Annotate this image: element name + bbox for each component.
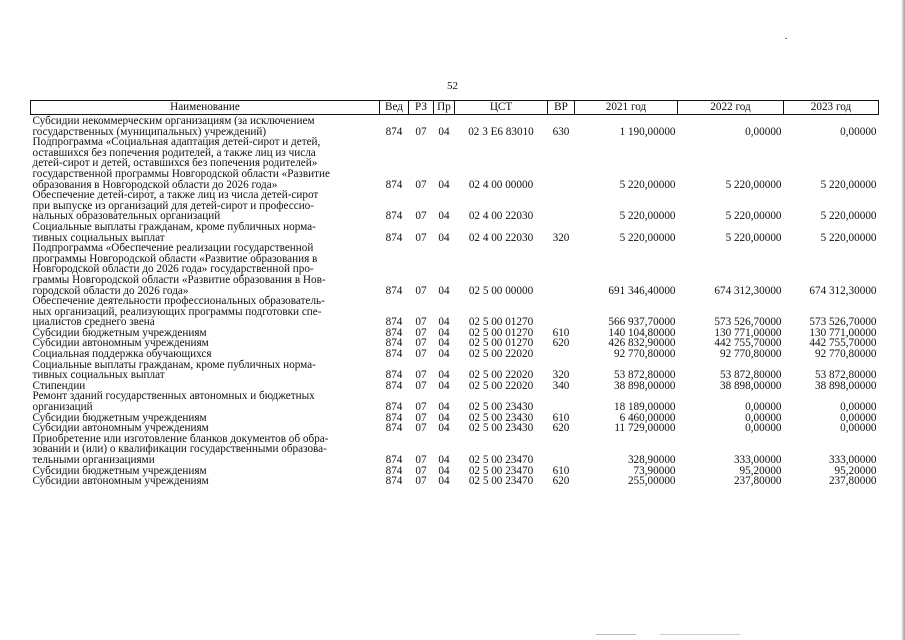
cell-ved: 874 xyxy=(385,401,403,414)
cell-2023: 442 755,70000 xyxy=(809,337,877,350)
cell-ved: 874 xyxy=(385,178,403,191)
cell-vr: 620 xyxy=(552,475,570,488)
cell-2021: 566 937,70000 xyxy=(608,316,676,329)
cell-ved: 874 xyxy=(385,348,403,361)
cell-2021: 691 346,40000 xyxy=(608,284,676,297)
cell-2021: 5 220,00000 xyxy=(619,231,676,244)
cell-2022: 573 526,70000 xyxy=(714,316,782,329)
name-line: Субсидии бюджетным учреждениям xyxy=(32,464,207,477)
table-row xyxy=(31,137,879,190)
cell-2021: 73,90000 xyxy=(633,464,676,477)
table-row xyxy=(31,190,879,222)
cell-cst: 02 5 00 22020 xyxy=(468,379,534,392)
cell-2021: 5 220,00000 xyxy=(619,178,676,191)
cell-2021: 6 460,00000 xyxy=(619,411,676,424)
name-line: циалистов среднего звена xyxy=(32,316,155,329)
cell-vr: 620 xyxy=(552,337,570,350)
cell-cst: 02 4 00 00000 xyxy=(468,178,534,191)
cell-2022: 5 220,00000 xyxy=(725,231,782,244)
scan-speck xyxy=(596,634,636,635)
cell-vr xyxy=(548,296,575,328)
cell-2021: 140 104,80000 xyxy=(608,326,676,339)
table-row xyxy=(31,476,879,487)
cell-pr: 04 xyxy=(438,422,450,435)
cell-2023: 0,00000 xyxy=(840,411,877,424)
cell-2022: 442 755,70000 xyxy=(714,337,782,350)
cell-rz: 07 xyxy=(415,454,427,466)
name-line: Социальные выплаты гражданам, кроме публичных норма- xyxy=(32,220,316,233)
cell-name xyxy=(31,115,380,138)
cell-cst: 02 5 00 22020 xyxy=(468,369,534,382)
cell-pr: 04 xyxy=(438,475,450,488)
cell-ved: 874 xyxy=(385,231,403,244)
cell-2023: 0,00000 xyxy=(840,125,877,138)
cell-cst: 02 4 00 22030 xyxy=(468,231,534,244)
cell-ved: 874 xyxy=(385,422,403,435)
cell-rz: 07 xyxy=(415,284,427,297)
cell-vr xyxy=(548,349,575,360)
cell-2023: 5 220,00000 xyxy=(820,178,877,191)
cell-2022: 38 898,00000 xyxy=(719,379,782,392)
name-line: при выпуске из организаций для детей-сирот и профессио- xyxy=(32,199,315,212)
cell-name xyxy=(31,243,380,296)
cell-2022: 130 771,00000 xyxy=(714,326,782,339)
cell-2022: 0,00000 xyxy=(745,422,782,435)
cell-pr: 04 xyxy=(438,348,450,361)
cell-2021: 92 770,80000 xyxy=(613,348,676,361)
cell-2021: 255,00000 xyxy=(627,475,676,488)
scan-speck xyxy=(785,38,787,39)
name-line: Социальная поддержка обучающихся xyxy=(32,348,212,361)
cell-vr: 320 xyxy=(552,231,570,244)
name-line: Подпрограмма «Социальная адаптация детей-сирот и детей, xyxy=(32,136,321,149)
name-line: Субсидии автономным учреждениям xyxy=(32,422,209,435)
cell-2022: 674 312,30000 xyxy=(714,284,782,297)
cell-2021: 11 729,00000 xyxy=(614,422,676,435)
header-2023: 2023 год xyxy=(784,101,879,115)
cell-2023: 53 872,80000 xyxy=(814,369,877,382)
table-row xyxy=(31,360,879,381)
cell-vr xyxy=(548,434,575,466)
name-line: Подпрограмма «Обеспечение реализации государственной xyxy=(32,242,314,255)
name-line: организаций xyxy=(32,401,93,414)
cell-ved: 874 xyxy=(385,337,403,350)
name-line: Обеспечение детей-сирот, а также лиц из числа детей-сирот xyxy=(32,189,319,202)
cell-name xyxy=(31,137,380,190)
cell-rz: 07 xyxy=(415,178,427,191)
cell-vr: 610 xyxy=(552,326,570,339)
cell-ved: 874 xyxy=(385,379,403,392)
name-line: тивных социальных выплат xyxy=(32,231,165,244)
cell-ved: 874 xyxy=(385,125,403,138)
name-line: Обеспечение деятельности профессиональных образователь- xyxy=(32,295,325,308)
cell-rz: 07 xyxy=(415,464,427,477)
cell-2023: 5 220,00000 xyxy=(820,231,877,244)
cell-rz: 07 xyxy=(415,411,427,424)
cell-2023: 5 220,00000 xyxy=(820,210,877,223)
name-line: нальных образовательных организаций xyxy=(32,210,221,223)
cell-pr: 04 xyxy=(438,464,450,477)
cell-vr: 320 xyxy=(552,369,570,382)
header-2022: 2022 год xyxy=(678,101,784,115)
cell-2022: 5 220,00000 xyxy=(725,210,782,223)
header-rz: РЗ xyxy=(409,101,434,115)
cell-2023: 130 771,00000 xyxy=(809,326,877,339)
table-row xyxy=(31,222,879,243)
cell-pr: 04 xyxy=(438,284,450,297)
cell-rz: 07 xyxy=(415,401,427,414)
cell-2023: 95,20000 xyxy=(834,464,877,477)
cell-2021: 1 190,00000 xyxy=(619,125,676,138)
cell-2021: 328,90000 xyxy=(627,454,676,466)
name-line: Субсидии бюджетным учреждениям xyxy=(32,326,207,339)
name-line: образования в Новгородской области до 2026 года» xyxy=(32,178,278,191)
cell-2021: 18 189,00000 xyxy=(613,401,676,414)
cell-pr: 04 xyxy=(438,411,450,424)
cell-ved: 874 xyxy=(385,454,403,466)
cell-rz: 07 xyxy=(415,326,427,339)
cell-cst: 02 5 00 23470 xyxy=(468,464,534,477)
name-line: государственной программы Новгородской области «Развитие xyxy=(32,167,330,180)
name-line: городской области до 2026 года» xyxy=(32,284,189,297)
page-number: 52 xyxy=(447,80,458,92)
cell-cst: 02 5 00 23470 xyxy=(468,475,534,488)
cell-rz: 07 xyxy=(415,316,427,329)
header-cst: ЦСТ xyxy=(455,101,548,115)
cell-ved: 874 xyxy=(385,210,403,223)
header-ved: Вед xyxy=(380,101,409,115)
cell-vr xyxy=(548,391,575,412)
table-row xyxy=(31,296,879,328)
header-vr: ВР xyxy=(548,101,575,115)
cell-cst: 02 5 00 22020 xyxy=(468,348,534,361)
cell-rz: 07 xyxy=(415,125,427,138)
cell-pr: 04 xyxy=(438,125,450,138)
cell-2022: 0,00000 xyxy=(745,401,782,414)
cell-rz: 07 xyxy=(415,369,427,382)
cell-cst: 02 5 00 23430 xyxy=(468,401,534,414)
table-row xyxy=(31,391,879,412)
cell-vr: 340 xyxy=(552,379,570,392)
scan-edge-shadow xyxy=(901,0,905,640)
cell-2022: 237,80000 xyxy=(733,475,782,488)
cell-rz: 07 xyxy=(415,337,427,350)
cell-cst: 02 5 00 00000 xyxy=(468,284,534,297)
cell-cst: 02 4 00 22030 xyxy=(468,210,534,223)
cell-rz: 07 xyxy=(415,231,427,244)
name-line: оставшихся без попечения родителей, а также лиц из числа xyxy=(32,146,316,159)
cell-name xyxy=(31,222,380,243)
cell-ved: 874 xyxy=(385,326,403,339)
cell-2021: 53 872,80000 xyxy=(613,369,676,382)
table-header-row xyxy=(31,101,879,115)
cell-vr: 620 xyxy=(552,422,570,435)
cell-rz: 07 xyxy=(415,379,427,392)
cell-pr: 04 xyxy=(438,178,450,191)
table-body xyxy=(31,115,879,487)
cell-ved: 874 xyxy=(385,316,403,329)
cell-name xyxy=(31,434,380,466)
cell-name xyxy=(31,360,380,381)
name-line: Субсидии некоммерческим организациям (за исключением xyxy=(32,115,315,127)
name-line: Ремонт зданий государственных автономных и бюджетных xyxy=(32,390,315,403)
cell-2023: 674 312,30000 xyxy=(809,284,877,297)
header-name: Наименование xyxy=(31,101,380,115)
cell-2022: 0,00000 xyxy=(745,125,782,138)
name-line: тивных социальных выплат xyxy=(32,369,165,382)
cell-name xyxy=(31,476,380,487)
cell-pr: 04 xyxy=(438,210,450,223)
cell-2022: 0,00000 xyxy=(745,411,782,424)
name-line: ных организаций, реализующих программы подготовки спе- xyxy=(32,305,322,318)
cell-pr: 04 xyxy=(438,369,450,382)
table-row xyxy=(31,434,879,466)
cell-ved: 874 xyxy=(385,284,403,297)
cell-2023: 333,00000 xyxy=(828,454,877,466)
name-line: Новгородской области до 2026 года» государственной про- xyxy=(32,263,314,276)
cell-pr: 04 xyxy=(438,326,450,339)
cell-2023: 0,00000 xyxy=(840,401,877,414)
header-2021: 2021 год xyxy=(575,101,678,115)
cell-2022: 5 220,00000 xyxy=(725,178,782,191)
name-line: граммы Новгородской области «Развитие образования в Нов- xyxy=(32,273,326,286)
cell-pr: 04 xyxy=(438,454,450,466)
cell-ved: 874 xyxy=(385,464,403,477)
cell-ved: 874 xyxy=(385,475,403,488)
cell-cst: 02 5 00 01270 xyxy=(468,316,534,329)
name-line: Приобретение или изготовление бланков документов об обра- xyxy=(32,432,329,445)
cell-vr: 610 xyxy=(552,411,570,424)
name-line: тельными организациями xyxy=(32,454,155,466)
name-line: программы Новгородской области «Развитие образования в xyxy=(32,252,318,265)
cell-2021: 5 220,00000 xyxy=(619,210,676,223)
cell-vr: 610 xyxy=(552,464,570,477)
cell-vr xyxy=(548,137,575,190)
name-line: Субсидии автономным учреждениям xyxy=(32,337,209,350)
cell-2022: 95,20000 xyxy=(739,464,782,477)
cell-2021: 38 898,00000 xyxy=(613,379,676,392)
name-line: Стипендии xyxy=(32,379,86,392)
cell-name xyxy=(31,296,380,328)
budget-table xyxy=(30,100,879,487)
budget-table-container xyxy=(30,100,878,487)
cell-name xyxy=(31,190,380,222)
cell-rz: 07 xyxy=(415,348,427,361)
table-row xyxy=(31,115,879,138)
cell-rz: 07 xyxy=(415,422,427,435)
cell-cst: 02 5 00 23430 xyxy=(468,411,534,424)
cell-cst: 02 5 00 01270 xyxy=(468,337,534,350)
cell-vr xyxy=(548,190,575,222)
name-line: Субсидии бюджетным учреждениям xyxy=(32,411,207,424)
cell-vr xyxy=(548,243,575,296)
name-line: Социальные выплаты гражданам, кроме публичных норма- xyxy=(32,358,316,371)
name-line: зовании и (или) о квалификации государственными образова- xyxy=(32,443,327,456)
cell-cst: 02 5 00 23430 xyxy=(468,422,534,435)
cell-pr: 04 xyxy=(438,401,450,414)
name-line: государственных (муниципальных) учреждений) xyxy=(32,125,267,138)
cell-rz: 07 xyxy=(415,475,427,488)
cell-pr: 04 xyxy=(438,316,450,329)
name-line: детей-сирот и детей, оставшихся без попечения родителей» xyxy=(32,157,318,170)
table-row xyxy=(31,243,879,296)
cell-2023: 573 526,70000 xyxy=(809,316,877,329)
cell-pr: 04 xyxy=(438,379,450,392)
cell-name xyxy=(31,391,380,412)
name-line: Субсидии автономным учреждениям xyxy=(32,475,209,488)
cell-2022: 92 770,80000 xyxy=(719,348,782,361)
cell-2023: 237,80000 xyxy=(828,475,877,488)
cell-pr: 04 xyxy=(438,337,450,350)
cell-cst: 02 5 00 01270 xyxy=(468,326,534,339)
cell-2022: 333,00000 xyxy=(733,454,782,466)
cell-2023: 38 898,00000 xyxy=(814,379,877,392)
scan-speck xyxy=(660,634,740,635)
cell-2021: 426 832,90000 xyxy=(608,337,676,350)
cell-cst: 02 5 00 23470 xyxy=(468,454,534,466)
header-pr: Пр xyxy=(434,101,455,115)
cell-2022: 53 872,80000 xyxy=(719,369,782,382)
cell-rz: 07 xyxy=(415,210,427,223)
cell-2023: 92 770,80000 xyxy=(814,348,877,361)
cell-pr: 04 xyxy=(438,231,450,244)
cell-2023: 0,00000 xyxy=(840,422,877,435)
cell-cst: 02 3 Е6 83010 xyxy=(468,125,534,138)
cell-ved: 874 xyxy=(385,411,403,424)
cell-vr: 630 xyxy=(552,125,570,138)
cell-ved: 874 xyxy=(385,369,403,382)
